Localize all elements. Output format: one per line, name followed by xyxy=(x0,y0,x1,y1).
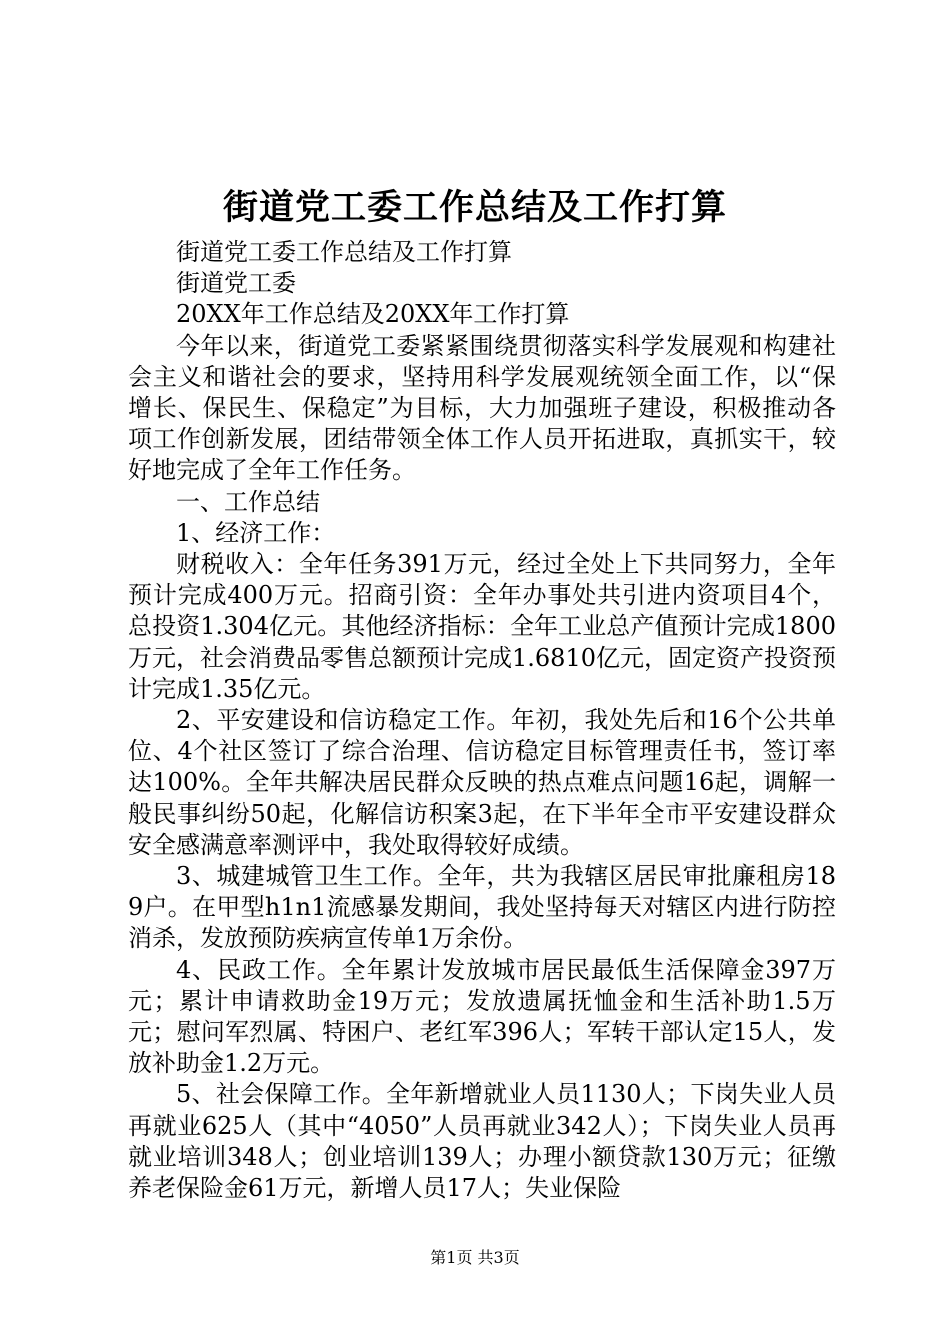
body-paragraph: 3、城建城管卫生工作。全年，共为我辖区居民审批廉租房189户。在甲型h1n1流感暴发期间，我处坚持每天对辖区内进行防控消杀，发放预防疾病宣传单1万余份。 xyxy=(128,862,836,953)
document-body xyxy=(128,237,836,1204)
page-footer: 第1页 共3页 xyxy=(430,1248,520,1267)
body-paragraph: 4、民政工作。全年累计发放城市居民最低生活保障金397万元；累计申请救助金19万元；发放遗属抚恤金和生活补助1.5万元；慰问军烈属、特困户、老红军396人；军转干部认定15人，发放补助金1.2万元。 xyxy=(128,955,836,1078)
body-paragraph: 20XX年工作总结及20XX年工作打算 xyxy=(176,300,570,329)
document-title: 街道党工委工作总结及工作打算 xyxy=(222,187,727,228)
section-heading: 一、工作总结 xyxy=(176,487,320,516)
body-paragraph: 街道党工委 xyxy=(176,269,296,298)
body-paragraph: 2、平安建设和信访稳定工作。年初，我处先后和16个公共单位、4个社区签订了综合治理、信访稳定目标管理责任书，签订率达100%。全年共解决居民群众反映的热点难点问题16起，调解一般民事纠纷50起，化解信访积案3起，在下半年全市平安建设群众安全感满意率测评中，我处取得较好成绩。 xyxy=(128,706,836,859)
body-paragraph: 财税收入：全年任务391万元，经过全处上下共同努力，全年预计完成400万元。招商引资：全年办事处共引进内资项目4个，总投资1.304亿元。其他经济指标：全年工业总产值预计完成1800万元，社会消费品零售总额预计完成1.6810亿元，固定资产投资预计完成1.35亿元。 xyxy=(128,550,836,703)
body-paragraph: 今年以来，街道党工委紧紧围绕贯彻落实科学发展观和构建社会主义和谐社会的要求，坚持用科学发展观统领全面工作，以“保增长、保民生、保稳定”为目标，大力加强班子建设，积极推动各项工作创新发展，团结带领全体工作人员开拓进取，真抓实干，较好地完成了全年工作任务。 xyxy=(128,331,836,485)
body-paragraph: 5、社会保障工作。全年新增就业人员1130人；下岗失业人员再就业625人（其中“4050”人员再就业342人）；下岗失业人员再就业培训348人；创业培训139人；办理小额贷款130万元；征缴养老保险金61万元，新增人员17人；失业保险 xyxy=(128,1080,836,1203)
subsection-heading: 1、经济工作： xyxy=(176,518,336,547)
body-paragraph: 街道党工委工作总结及工作打算 xyxy=(176,238,512,266)
